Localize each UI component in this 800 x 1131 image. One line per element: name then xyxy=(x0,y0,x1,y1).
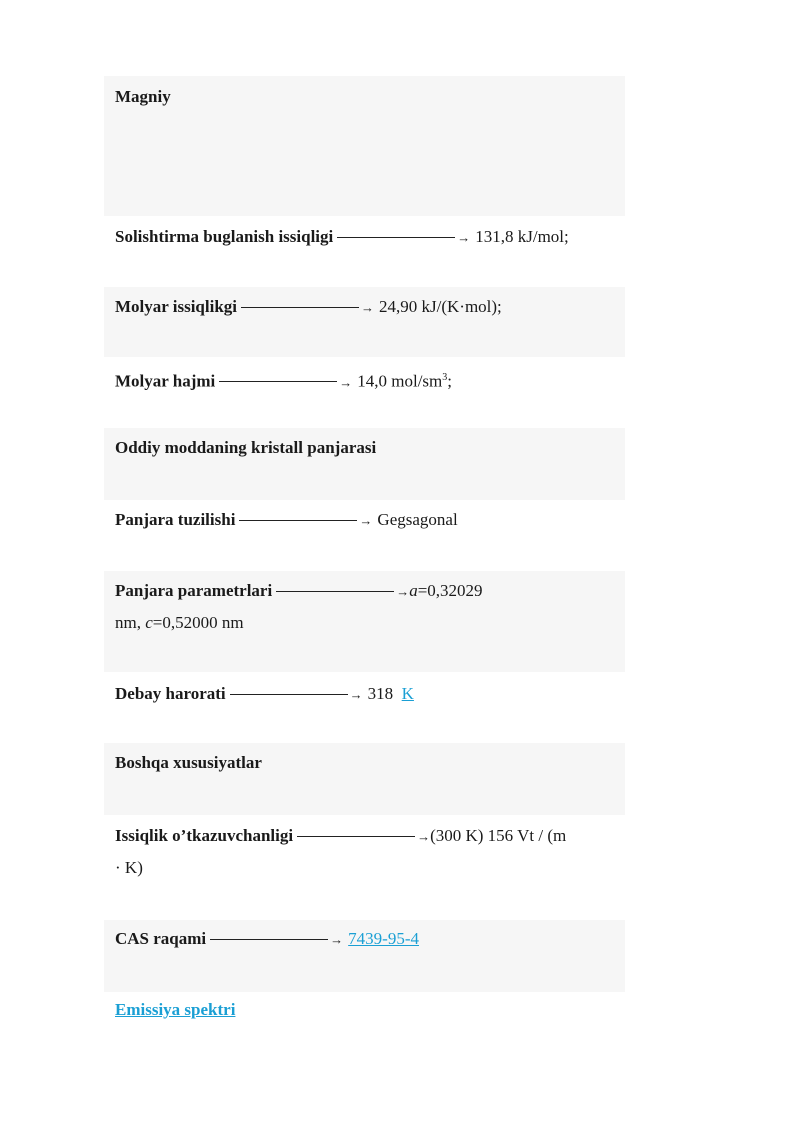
row-value: 318 xyxy=(367,684,394,703)
arrow-icon: → xyxy=(330,932,344,947)
row-label: Issiqlik o’tkazuvchanligi xyxy=(115,826,294,845)
row-label: Panjara parametrlari xyxy=(115,581,273,600)
section-heading-lattice: Oddiy moddaning kristall panjarasi xyxy=(115,438,377,457)
arrow-icon: → xyxy=(361,300,375,315)
arrow-icon: → xyxy=(339,374,353,390)
arrow-icon: → xyxy=(359,513,373,528)
row-value: 131,8 kJ/mol; xyxy=(475,227,569,246)
title-block xyxy=(104,76,625,216)
row-debye xyxy=(115,683,414,706)
superscript: 3 xyxy=(442,372,448,383)
arrow-icon: → xyxy=(396,584,410,599)
line2-prefix: nm, xyxy=(115,613,146,632)
row-value: (300 K) 156 Vt / (m xyxy=(430,826,567,845)
row-value: Gegsagonal xyxy=(377,510,458,529)
emission-spectrum-link[interactable]: Emissiya spektri xyxy=(115,1000,236,1019)
leader-line xyxy=(239,520,357,521)
a-value: =0,32029 xyxy=(417,581,483,600)
row-label: Molyar hajmi xyxy=(115,371,216,391)
row-value: 24,90 kJ/(K·mol); xyxy=(379,297,502,316)
row-conductivity xyxy=(115,825,566,848)
a-symbol: a xyxy=(409,581,418,600)
page-title: Magniy xyxy=(115,87,171,106)
leader-line xyxy=(276,591,394,592)
row-value: 14,0 mol/sm xyxy=(357,371,443,391)
row-label: Debay harorati xyxy=(115,684,226,703)
arrow-icon: → xyxy=(349,687,363,702)
row-label: CAS raqami xyxy=(115,929,207,948)
leader-line xyxy=(337,237,455,238)
leader-line xyxy=(297,836,415,837)
row-lattice-params-line2 xyxy=(115,612,244,634)
leader-line xyxy=(219,381,337,382)
row-molar-volume xyxy=(115,367,452,394)
arrow-icon: → xyxy=(417,829,431,844)
leader-line xyxy=(230,694,348,695)
row-value-tail: ; xyxy=(447,371,453,391)
row-label: Panjara tuzilishi xyxy=(115,510,236,529)
row-cas xyxy=(115,928,419,951)
leader-line xyxy=(241,307,359,308)
kelvin-link[interactable]: K xyxy=(401,684,414,703)
row-label: Solishtirma buglanish issiqligi xyxy=(115,227,334,246)
row-conductivity-line2: · K) xyxy=(115,858,143,877)
row-heat-capacity xyxy=(115,296,502,319)
row-label: Molyar issiqlikgi xyxy=(115,297,238,316)
row-vaporization xyxy=(115,226,569,249)
row-lattice-structure xyxy=(115,509,458,532)
section-heading-other: Boshqa xususiyatlar xyxy=(115,753,262,772)
leader-line xyxy=(210,939,328,940)
arrow-icon: → xyxy=(457,230,471,245)
c-symbol: c xyxy=(145,613,153,632)
cas-number-link[interactable]: 7439-95-4 xyxy=(348,929,419,948)
c-value: =0,52000 nm xyxy=(152,613,244,632)
row-lattice-params xyxy=(115,580,483,603)
